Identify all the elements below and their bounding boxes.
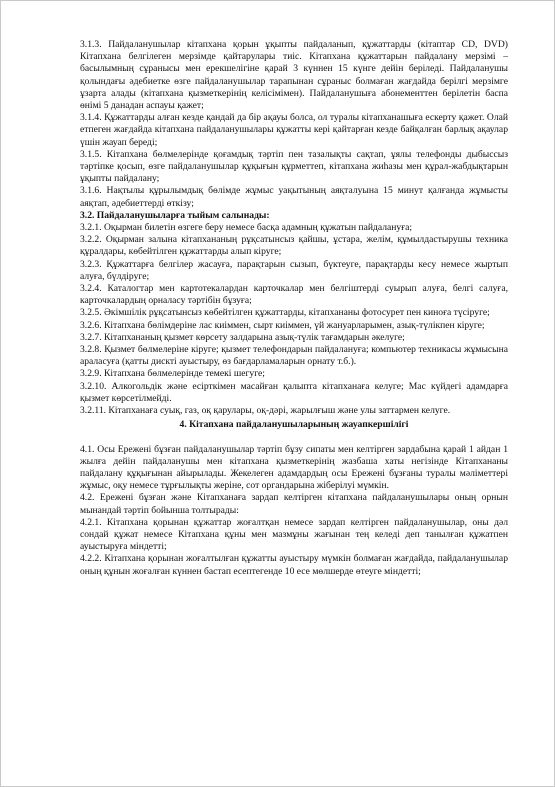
paragraph: 3.2.7. Кітапхананың қызмет көрсету залдарына азық-түлік тағамдарын әкелуге;: [80, 331, 405, 343]
paragraph: 3.2.1. Оқырман билетін өзгеге беру немесе басқа адамның құжатын пайдалануға;: [80, 222, 413, 234]
document-body: [80, 39, 508, 578]
paragraph: 3.1.4. Құжаттарды алған кезде қандай да бір ақауы болса, ол туралы кітапханашыға ескерту қажет. Олай етпеген жағдайда кітапхана пайдаланушылары құжатты кері қайтарған кезде байқалған барлық ақаулар үшін жауап береді;: [80, 112, 508, 148]
paragraph: 4.2.1. Кітапхана қорынан құжаттар жоғалтқан немесе зардап келтірген пайдаланушылар, оны дәл сондай құжат немесе Кітапхана құны мен мазмұны жағынан тең келеді деп танылған құжатпен ауыстыруға міндетті;: [80, 516, 508, 553]
paragraph: 3.2.9. Кітапхана бөлмелерінде темекі шегуге;: [80, 368, 265, 380]
paragraph: 3.2.11. Кітапханаға суық, газ, оқ қарулары, оқ-дәрі, жарылғыш және улы заттармен келуге.: [80, 405, 451, 417]
paragraph: 3.2.3. Құжаттарға белгілер жасауға, парақтарын сызып, бүктеуге, парақтарды кесу немесе жыртып алуға, бүлдіруге;: [80, 258, 508, 282]
paragraph: 3.1.6. Нақтылы құрылымдық бөлімде жұмыс уақытының аяқталуына 15 минут қалғанда жұмысты аяқтап, әдебиеттерді өткізу;: [80, 185, 508, 209]
paragraph: 4.1. Осы Ережені бұзған пайдаланушылар тәртіп бұзу сипаты мен келтірген зардабына қарай 1 айдан 1 жылға дейін пайдаланушы мен кітапхана қызметкерінің жазбаша хаты негізінде Кітапхананы пайдалану құқығынан айырылады. Жекелеген адамдардың осы Ережені бұзғаны туралы мәліметтері жұмыс, оқу немесе тұрғылықты жеріне, сот органдарына жіберілуі мүмкін.: [80, 443, 508, 492]
paragraph: 3.2.10. Алкогольдік және есірткімен масайған қалыпта кітапханаға келуге; Мас күйдегі адамдарға қызмет көрсетілмейді.: [80, 380, 508, 404]
paragraph: 3.2.8. Қызмет бөлмелеріне кіруге; қызмет телефондарын пайдалануға; компьютер техникасы жұмысына араласуға (қатты дискті ауыстыру, өз бағдарламаларын орнату т.б.).: [80, 344, 508, 368]
paragraph: 3.1.5. Кітапхана бөлмелерінде қоғамдық тәртіп пен тазалықты сақтап, ұялы телефонды дыбыссыз тәртіпке қосып, өзге пайдаланушылар құқығын құрметтеп, кітапхана жиһазы мен құрал-жабдықтарын ұқыпты пайдалану;: [80, 148, 508, 185]
paragraph: 4.2. Ережені бұзған және Кітапханаға зардап келтірген кітапхана пайдаланушылары оның орнын мынандай тәртіп бойынша толтырады:: [80, 492, 508, 516]
paragraph: 3.2.5. Әкімшілік рұқсатынсыз көбейтілген құжаттарды, кітапхананы фотосурет пен киноға түсіруге;: [80, 307, 490, 319]
paragraph: 3.2.6. Кітапхана бөлімдеріне лас киіммен, сырт киіммен, үй жануарларымен, азық-түлікпен кіруге;: [80, 319, 485, 331]
paragraph: 3.1.3. Пайдаланушылар кітапхана қорын ұқыпты пайдаланып, құжаттарды (кітаптар CD, DVD) Кітапхана белгілеген мерзімде қайтарулары тиіс. Кітапхана құжаттарын пайдалану мерзімі – басылымның сұранысы мен ерекшелігіне қарай 3 күннен 15 күнге дейін беріледі. Пайдаланушы қолындағы әдебиетке өзге пайдаланушылар тарапынан сұраныс болмаған жағдайда берілгі мерзімге ұзарта алады (кітапхана қызметкерінің келісімімен). Пайдаланушыға абонементтен берілетін баспа өнімі 5 данадан аспауы қажет;: [80, 39, 508, 112]
paragraph: 3.2.4. Каталогтар мен картотекалардан карточкалар мен белгіштерді суырып алуға, белгі салуға, карточкалардың орналасу тәртібін бұзуға;: [80, 283, 508, 307]
paragraph: 3.2.2. Оқырман залына кітапхананың рұқсатынсыз қайшы, ұстара, желім, құмылдастырушы техника құралдары, көбейтілген құжаттарды алып кіруге;: [80, 234, 508, 258]
subsection-heading: 3.2. Пайдаланушыларға тыйым салынады:: [80, 209, 270, 221]
paragraph: 4.2.2. Кітапхана қорынан жоғалтылған құжатты ауыстыру мүмкін болмаған жағдайда, пайдаланушылар оның құнын жоғалған күннен бастап есептегенде 10 есе мөлшерде өтеуге міндетті;: [80, 553, 508, 577]
section-title: 4. Кітапхана пайдаланушыларының жауапкершілігі: [179, 419, 409, 431]
